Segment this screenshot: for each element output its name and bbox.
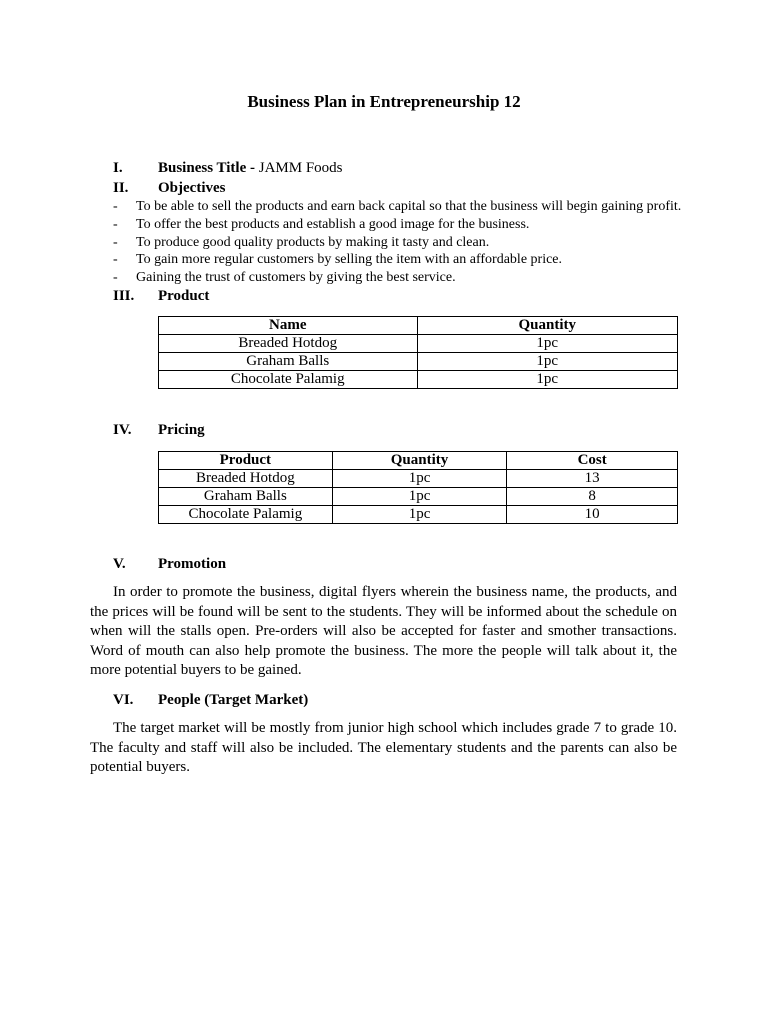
document-title: Business Plan in Entrepreneurship 12 [247, 92, 521, 111]
section-number: II. [113, 180, 129, 196]
section-promotion [113, 555, 226, 573]
table-cell: Graham Balls [159, 353, 418, 371]
section-number: VI. [113, 692, 134, 708]
section-label: Objectives [158, 180, 226, 196]
list-item [113, 198, 681, 216]
column-header: Cost [507, 452, 678, 470]
list-item [113, 216, 681, 234]
column-header: Quantity [417, 317, 678, 335]
section-label: Product [158, 288, 210, 304]
bullet-mark: - [113, 270, 118, 286]
promotion-paragraph: In order to promote the business, digital flyers wherein the business name, the products, and the prices will be found will be sent to the students. They will be informed about the schedule on when will the stalls open. Pre-orders will also be accepted for faster and smother transactions. Word of mouth can also help promote the business. The more the people will talk about it, the more potential buyers to be gained. [90, 584, 677, 678]
table-row [159, 488, 678, 506]
table-header-row [159, 452, 678, 470]
bullet-mark: - [113, 252, 118, 268]
table-cell: 1pc [332, 470, 507, 488]
table-cell: 1pc [332, 506, 507, 524]
bullet-mark: - [113, 199, 118, 214]
table-cell: Chocolate Palamig [159, 371, 418, 389]
table-row [159, 470, 678, 488]
table-cell: Graham Balls [159, 488, 333, 506]
table-cell: 1pc [417, 335, 678, 353]
section-number: IV. [113, 422, 132, 438]
table-cell: Breaded Hotdog [159, 335, 418, 353]
pricing-table [158, 451, 678, 524]
list-item [113, 251, 681, 269]
column-header: Quantity [332, 452, 507, 470]
section-people [113, 691, 308, 709]
table-row [159, 353, 678, 371]
section-label: Business Title - [158, 160, 255, 176]
objective-text: Gaining the trust of customers by giving the best service. [136, 270, 456, 286]
business-name: JAMM Foods [258, 160, 343, 176]
section-business-title [113, 159, 343, 177]
table-cell: Chocolate Palamig [159, 506, 333, 524]
column-header: Name [159, 317, 418, 335]
table-cell: Breaded Hotdog [159, 470, 333, 488]
section-pricing [113, 421, 205, 439]
table-cell: 1pc [417, 371, 678, 389]
bullet-mark: - [113, 216, 118, 232]
table-cell: 1pc [332, 488, 507, 506]
table-cell: 8 [507, 488, 678, 506]
objective-text: To gain more regular customers by selling the item with an affordable price. [136, 252, 563, 268]
objective-text: To produce good quality products by making it tasty and clean. [136, 234, 490, 250]
table-row [159, 506, 678, 524]
product-table [158, 316, 678, 389]
objectives-list [113, 198, 681, 287]
objective-text: To offer the best products and establish a good image for the business. [136, 216, 530, 232]
list-item [113, 234, 681, 252]
table-cell: 10 [507, 506, 678, 524]
section-label: Pricing [158, 422, 205, 438]
list-item [113, 269, 681, 287]
section-number: III. [113, 288, 135, 304]
table-cell: 1pc [417, 353, 678, 371]
section-number: I. [113, 160, 123, 176]
section-objectives [113, 179, 225, 197]
table-row [159, 371, 678, 389]
table-header-row [159, 317, 678, 335]
table-row [159, 335, 678, 353]
column-header: Product [159, 452, 333, 470]
people-paragraph: The target market will be mostly from junior high school which includes grade 7 to grade 10. The faculty and staff will also be included. The elementary students and the parents can also be potential buyers. [90, 720, 677, 775]
section-label: Promotion [158, 556, 227, 572]
section-number: V. [113, 556, 126, 572]
table-cell: 13 [507, 470, 678, 488]
section-product [113, 287, 209, 305]
section-label: People (Target Market) [158, 692, 309, 708]
bullet-mark: - [113, 234, 118, 250]
objective-text: To be able to sell the products and earn back capital so that the business will begin gaining profit. [136, 199, 682, 214]
